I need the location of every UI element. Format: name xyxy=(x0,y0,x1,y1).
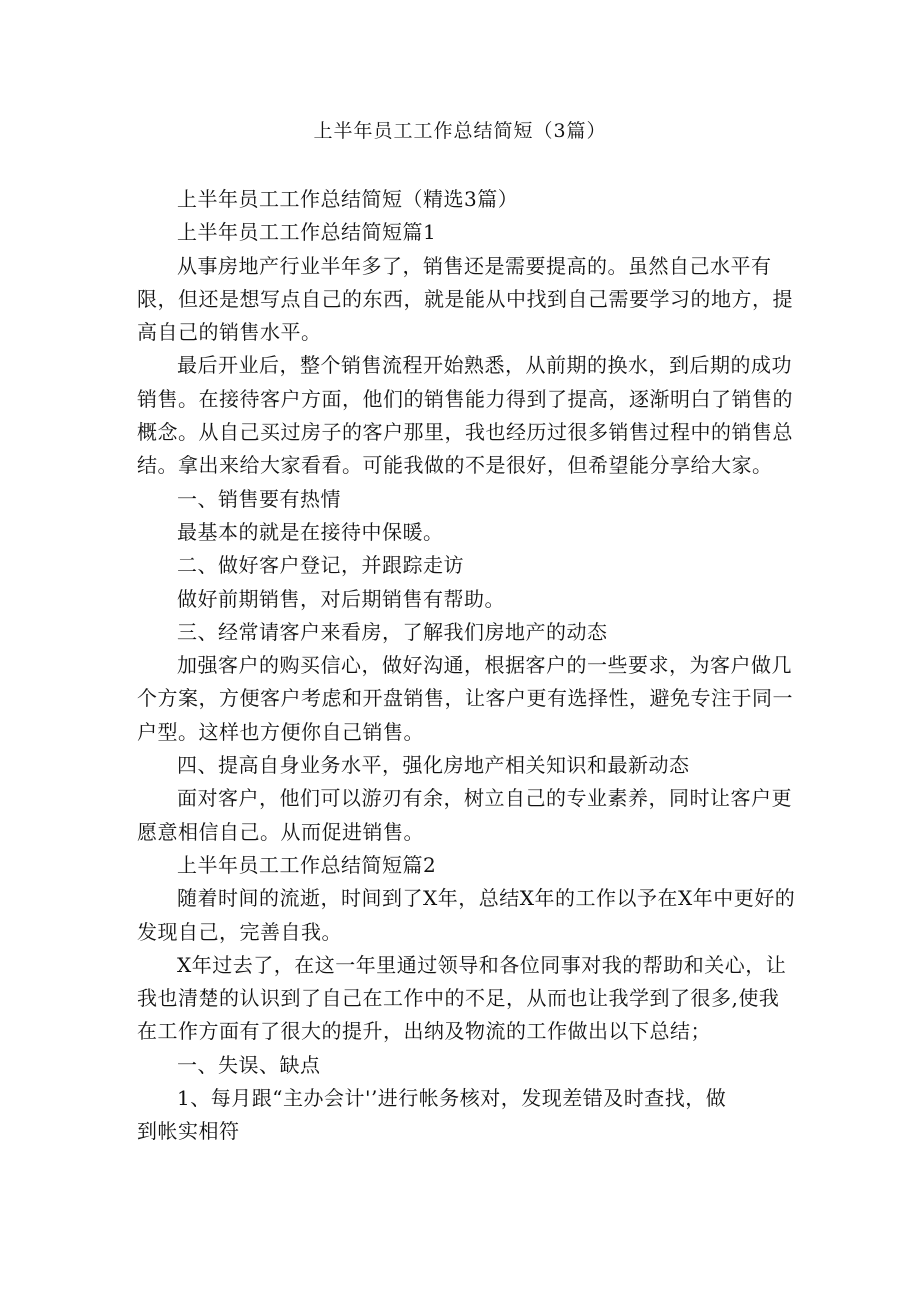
body-paragraph: 做好前期销售，对后期销售有帮助。 xyxy=(177,586,505,611)
body-paragraph: 随着时间的流逝，时间到了X年，总结X年的工作以予在X年中更好的发现自己，完善自我。 xyxy=(137,886,796,944)
body-paragraph: 1、每月跟“主办会计'’进行帐务核对，发现差错及时查找，做 xyxy=(177,1086,727,1111)
section-heading-2: 上半年员工工作总结简短篇2 xyxy=(177,852,437,877)
list-heading: 二、做好客户登记，并跟踪走访 xyxy=(177,553,464,578)
list-heading: 三、经常请客户来看房，了解我们房地产的动态 xyxy=(177,619,608,644)
body-paragraph: X年过去了，在这一年里通过领导和各位同事对我的帮助和关心，让我也清楚的认识到了自己在工作中的不足，从而也让我学到了很多,使我在工作方面有了很大的提升，出纳及物流的工作做出以下总结； xyxy=(137,952,787,1044)
body-paragraph: 最基本的就是在接待中保暖。 xyxy=(177,519,444,544)
document-title: 上半年员工工作总结简短（3篇） xyxy=(313,120,607,142)
body-paragraph: 面对客户，他们可以游刃有余，树立自己的专业素养，同时让客户更愿意相信自己。从而促进销售。 xyxy=(137,786,792,844)
list-heading: 四、提高自身业务水平，强化房地产相关知识和最新动态 xyxy=(177,753,690,778)
body-paragraph: 从事房地产行业半年多了，销售还是需要提高的。虽然自己水平有限，但还是想写点自己的东西，就是能从中找到自己需要学习的地方，提高自己的销售水平。 xyxy=(137,253,793,345)
section-heading-1: 上半年员工工作总结简短篇1 xyxy=(177,220,437,245)
list-heading: 一、销售要有热情 xyxy=(177,486,341,511)
subtitle-paragraph: 上半年员工工作总结简短（精选3篇） xyxy=(177,187,519,211)
body-paragraph: 加强客户的购买信心，做好沟通，根据客户的一些要求，为客户做几个方案，方便客户考虑和开盘销售，让客户更有选择性，避免专注于同一户型。这样也方便你自己销售。 xyxy=(137,653,793,744)
body-paragraph: 最后开业后，整个销售流程开始熟悉，从前期的换水，到后期的成功销售。在接待客户方面，他们的销售能力得到了提高，逐渐明白了销售的概念。从自己买过房子的客户那里，我也经历过很多销售过程中的销售总结。拿出来给大家看看。可能我做的不是很好，但希望能分享给大家。 xyxy=(137,353,793,478)
document-body xyxy=(137,183,797,1149)
body-paragraph-continuation: 到帐实相符 xyxy=(137,1119,240,1144)
list-heading: 一、失误、缺点 xyxy=(177,1052,321,1077)
